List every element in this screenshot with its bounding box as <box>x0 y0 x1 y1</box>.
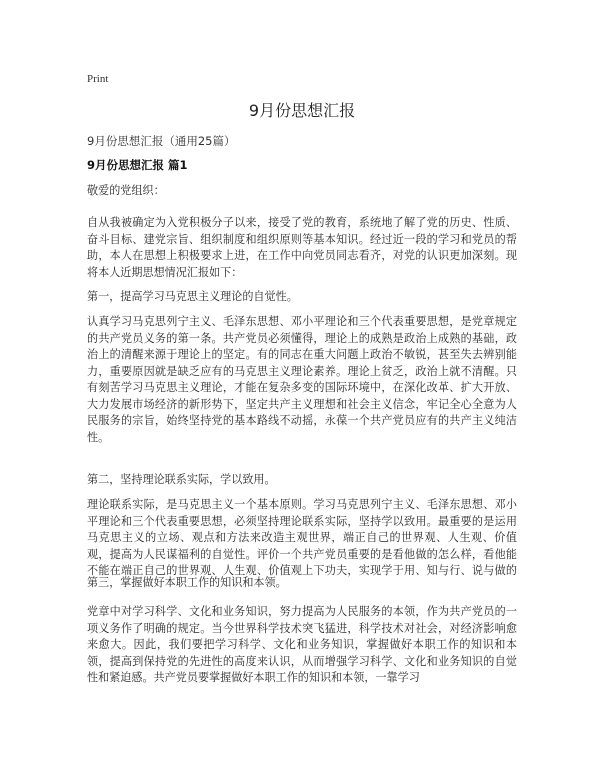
intro-paragraph: 自从我被确定为入党积极分子以来，接受了党的教育，系统地了解了党的历史、性质、奋斗目标、建党宗旨、组织制度和组织原则等基本知识。经过近一段的学习和党员的帮助，本人在思想上积极要求上进，在工作中向党员同志看齐，对党的认识更加深刻。现将本人近期思想情况汇报如下： <box>87 216 517 279</box>
document-subtitle: 9月份思想汇报（通用25篇） <box>87 134 236 148</box>
print-link[interactable]: Print <box>87 73 109 85</box>
point-two-body: 理论联系实际，是马克思主义一个基本原则。学习马克思列宁主义、毛泽东思想、邓小平理论和三个代表重要思想，必须坚持理论联系实际，坚持学以致用。最重要的是运用马克思主义的立场、观点和方法来改造主观世界，端正自己的世界观、人生观、价值观，提高为人民谋福利的自觉性。评价一个共产党员重要的是看他做的怎么样，看他能不能在端正自己的世界观、人生观、价值观上下功夫，实现学于用、知与行、说与做的 <box>87 498 517 577</box>
greeting-paragraph: 敬爱的党组织： <box>87 184 165 197</box>
point-one-body: 认真学习马克思列宁主义、毛泽东思想、邓小平理论和三个代表重要思想，是党章规定的共产党员义务的第一条。共产党员必须懂得，理论上的成熟是政治上成熟的基础，政治上的清醒来源于理论上的坚定。有的同志在重大问题上政治不敏锐，甚至失去辨别能力，重要原因就是缺乏应有的马克思主义理论素养。理论上贫乏，政治上就不清醒。只有刻苦学习马克思主义理论，才能在复杂多变的国际环境中，在深化改革、扩大开放、大力发展市场经济的新形势下，坚定共产主义理想和社会主义信念，牢记全心全意为人民服务的宗旨，始终坚持党的基本路线不动摇，永葆一个共产党员应有的共产主义纯洁性。 <box>87 315 517 444</box>
point-one-heading: 第一，提高学习马克思主义理论的自觉性。 <box>87 290 298 303</box>
page-title: 9月份思想汇报 <box>248 101 356 120</box>
point-two-heading: 第二，坚持理论联系实际，学以致用。 <box>87 473 276 486</box>
point-three-heading: 第三，掌握做好本职工作的知识和本领。 <box>87 576 287 589</box>
section-heading: 9月份思想汇报 篇1 <box>87 158 188 172</box>
point-three-body: 党章中对学习科学、文化和业务知识，努力提高为人民服务的本领，作为共产党员的一项义务作了明确的规定。当今世界科学技术突飞猛进，科学技术对社会，对经济影响愈来愈大。因此，我们要把学习科学、文化和业务知识，掌握做好本职工作的知识和本领，提高到保持党的先进性的高度来认识，从而增强学习科学、文化和业务知识的自觉性和紧迫感。共产党员要掌握做好本职工作的知识和本领，一靠学习 <box>87 605 517 684</box>
document-page <box>87 0 517 776</box>
